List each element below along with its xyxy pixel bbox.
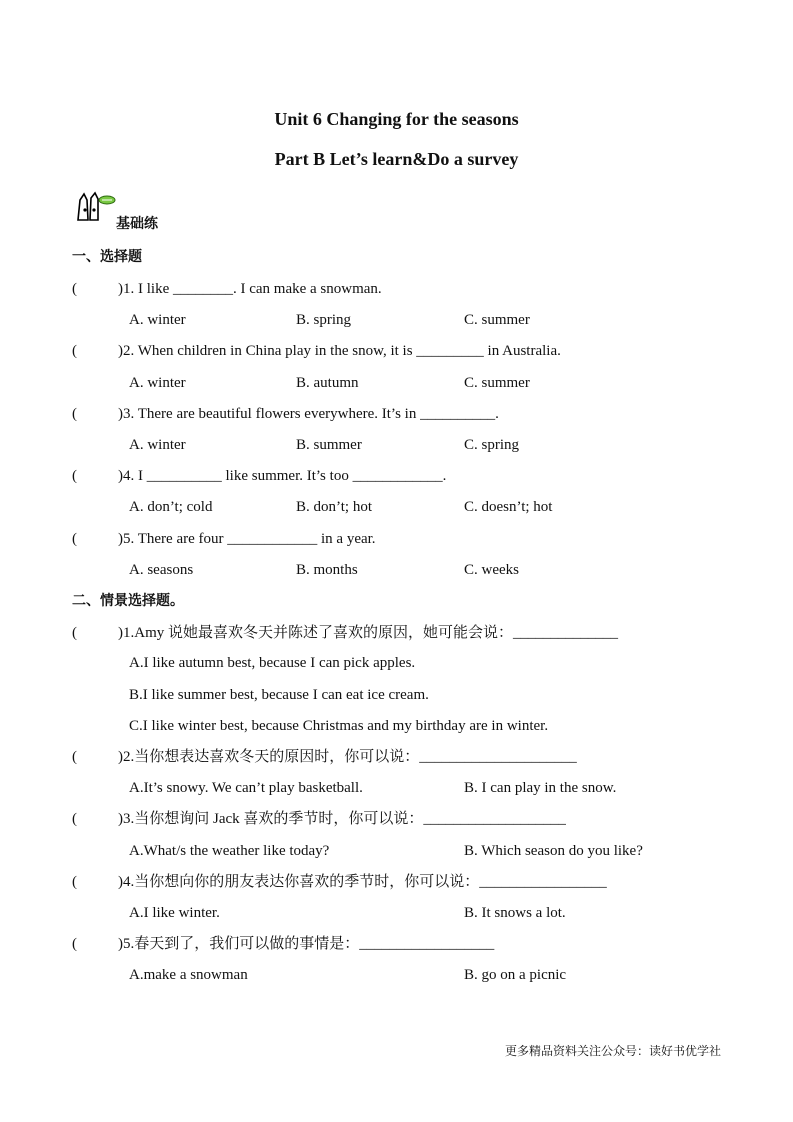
- answer-paren: (: [72, 749, 77, 765]
- answer-paren: (: [72, 874, 77, 890]
- answer-paren: (: [72, 468, 77, 484]
- question-text: )5. There are four ____________ in a year.: [118, 531, 376, 547]
- option-b: B. autumn: [296, 375, 359, 391]
- question-text: )3. There are beautiful flowers everywhere. It’s in __________.: [118, 406, 499, 422]
- option-c: C. spring: [464, 437, 520, 453]
- option-a: A. seasons: [129, 562, 194, 578]
- option-b: B. It snows a lot.: [464, 905, 566, 921]
- option-b: B. summer: [296, 437, 362, 453]
- question-text: )1. I like ________. I can make a snowman.: [118, 281, 382, 297]
- option-a: A. winter: [129, 437, 186, 453]
- option-a: A. don’t; cold: [129, 499, 213, 515]
- option-b: B. months: [296, 562, 358, 578]
- page-title: Unit 6 Changing for the seasons: [274, 109, 519, 129]
- page-subtitle: Part B Let’s learn&Do a survey: [274, 149, 519, 169]
- option-a: A.What/s the weather like today?: [129, 843, 330, 859]
- option-b: B. don’t; hot: [296, 499, 372, 515]
- answer-paren: (: [72, 281, 77, 297]
- part1-heading: 一、选择题: [72, 249, 142, 265]
- part2-heading: 二、情景选择题。: [72, 593, 184, 609]
- question-text: )3.当你想询问 Jack 喜欢的季节时，你可以说：___________________: [118, 811, 566, 827]
- option-a: A.It’s snowy. We can’t play basketball.: [129, 780, 363, 796]
- answer-paren: (: [72, 936, 77, 952]
- question-text: )5.春天到了，我们可以做的事情是：__________________: [118, 936, 495, 952]
- question-text: )2.当你想表达喜欢冬天的原因时，你可以说：_____________________: [118, 749, 577, 765]
- section-basic: 基础练: [116, 216, 158, 232]
- question-text: )4.当你想向你的朋友表达你喜欢的季节时，你可以说：_________________: [118, 874, 607, 890]
- option-b: B. go on a picnic: [464, 967, 567, 983]
- cartoon-rabbit-icon: [74, 190, 116, 224]
- question-text: )1.Amy 说她最喜欢冬天并陈述了喜欢的原因，她可能会说：______________: [118, 625, 618, 641]
- option-b: B. Which season do you like?: [464, 843, 643, 859]
- question-text: )4. I __________ like summer. It’s too ____________.: [118, 468, 447, 484]
- option-a: A.make a snowman: [129, 967, 248, 983]
- option-a: A. winter: [129, 375, 186, 391]
- option-a: A. winter: [129, 312, 186, 328]
- option-c: C. weeks: [464, 562, 519, 578]
- option-b: B. I can play in the snow.: [464, 780, 617, 796]
- option-a: A.I like autumn best, because I can pick apples.: [129, 655, 416, 671]
- footer-note: 更多精品资料关注公众号：读好书优学社: [504, 1044, 721, 1058]
- option-c: C. summer: [464, 375, 530, 391]
- option-c: C. summer: [464, 312, 530, 328]
- option-c: C. doesn’t; hot: [464, 499, 553, 515]
- option-a: A.I like winter.: [129, 905, 220, 921]
- answer-paren: (: [72, 343, 77, 359]
- answer-paren: (: [72, 531, 77, 547]
- answer-paren: (: [72, 811, 77, 827]
- option-b: B. spring: [296, 312, 352, 328]
- answer-paren: (: [72, 406, 77, 422]
- option-b: B.I like summer best, because I can eat ice cream.: [129, 687, 429, 703]
- option-c: C.I like winter best, because Christmas and my birthday are in winter.: [129, 718, 549, 734]
- answer-paren: (: [72, 625, 77, 641]
- question-text: )2. When children in China play in the snow, it is _________ in Australia.: [118, 343, 561, 359]
